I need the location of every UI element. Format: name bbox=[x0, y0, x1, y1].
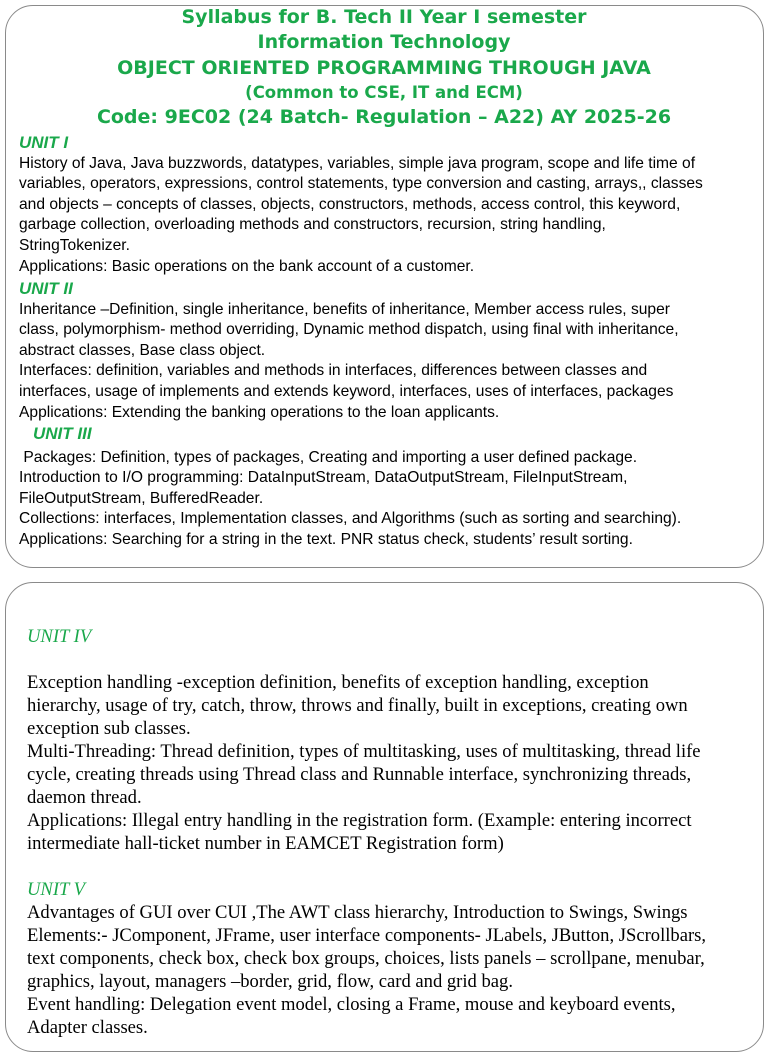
header-department: Information Technology bbox=[257, 31, 511, 53]
unit-1-heading: UNIT I bbox=[19, 133, 69, 152]
header-code-line: Code: 9EC02 (24 Batch- Regulation – A22) AY 2025-26 bbox=[96, 106, 672, 128]
unit-2-line: class, polymorphism- method overriding, Dynamic method dispatch, using final with inheritance, bbox=[19, 321, 679, 339]
unit-5-line: Elements:- JComponent, JFrame, user interface components- JLabels, JButton, JScrollbars, bbox=[27, 925, 707, 946]
unit-4-applications: Applications: Illegal entry handling in the registration form. (Example: entering incorrect bbox=[27, 810, 692, 831]
unit-4-section bbox=[27, 625, 762, 855]
unit-3-section bbox=[19, 424, 768, 551]
unit-5-line: Advantages of GUI over CUI ,The AWT class hierarchy, Introduction to Swings, Swings bbox=[27, 902, 688, 923]
unit-4-line: hierarchy, usage of try, catch, throw, throws and finally, built in exceptions, creating own bbox=[27, 695, 688, 716]
unit-4-line: daemon thread. bbox=[27, 787, 142, 808]
unit-5-line: graphics, layout, managers –border, grid, flow, card and grid bag. bbox=[27, 971, 513, 992]
unit-4-line: Multi-Threading: Thread definition, types of multitasking, uses of multitasking, thread life bbox=[27, 741, 701, 762]
unit-1-line: StringTokenizer. bbox=[19, 236, 130, 254]
unit-4-line: Exception handling -exception definition, benefits of exception handling, exception bbox=[27, 672, 649, 693]
unit-2-applications: Applications: Extending the banking operations to the loan applicants. bbox=[19, 403, 500, 421]
unit-3-applications: Applications: Searching for a string in the text. PNR status check, students’ result sorting. bbox=[19, 530, 633, 548]
unit-5-line: Adapter classes. bbox=[27, 1017, 148, 1038]
unit-1-line: History of Java, Java buzzwords, datatypes, variables, simple java program, scope and life time of bbox=[19, 154, 696, 172]
unit-1-line: variables, operators, expressions, control statements, type conversion and casting, arrays,, classes bbox=[19, 175, 703, 193]
unit-2-line: Inheritance –Definition, single inheritance, benefits of inheritance, Member access rules, super bbox=[19, 300, 670, 318]
unit-4-line: cycle, creating threads using Thread class and Runnable interface, synchronizing threads, bbox=[27, 764, 692, 785]
unit-4-applications-cont: intermediate hall-ticket number in EAMCET Registration form) bbox=[27, 833, 504, 854]
unit-4-line: exception sub classes. bbox=[27, 718, 191, 739]
unit-3-line: Collections: interfaces, Implementation classes, and Algorithms (such as sorting and searching). bbox=[19, 510, 682, 528]
unit-2-line: interfaces, usage of implements and extends keyword, interfaces, uses of interfaces, packages bbox=[19, 382, 674, 400]
unit-3-line: Packages: Definition, types of packages, Creating and importing a user defined package. bbox=[19, 448, 638, 466]
unit-5-line: Event handling: Delegation event model, closing a Frame, mouse and keyboard events, bbox=[27, 994, 676, 1015]
unit-2-heading: UNIT II bbox=[19, 279, 73, 298]
unit-2-section bbox=[19, 279, 768, 423]
unit-1-line: garbage collection, overloading methods and constructors, recursion, string handling, bbox=[19, 216, 606, 234]
unit-2-line: Interfaces: definition, variables and methods in interfaces, differences between classes and bbox=[19, 362, 648, 380]
unit-4-heading: UNIT IV bbox=[27, 626, 92, 647]
unit-3-line: Introduction to I/O programming: DataInputStream, DataOutputStream, FileInputStream, bbox=[19, 469, 628, 487]
unit-3-heading: UNIT III bbox=[33, 424, 92, 443]
unit-1-section bbox=[19, 133, 768, 277]
header-title-line: Syllabus for B. Tech II Year I semester bbox=[181, 6, 587, 28]
unit-4-spacer bbox=[27, 648, 762, 671]
unit-2-line: abstract classes, Base class object. bbox=[19, 341, 266, 359]
unit-5-heading: UNIT V bbox=[27, 879, 86, 900]
unit-1-line: and objects – concepts of classes, objects, constructors, methods, access control, this keyword, bbox=[19, 195, 681, 213]
unit-1-applications: Applications: Basic operations on the bank account of a customer. bbox=[19, 257, 475, 275]
header-course-name: OBJECT ORIENTED PROGRAMMING THROUGH JAVA bbox=[117, 57, 651, 79]
unit-3-line: FileOutputStream, BufferedReader. bbox=[19, 489, 264, 507]
unit-5-line: text components, check box, check box groups, choices, lists panels – scrollpane, menubar, bbox=[27, 948, 705, 969]
header-common-note: (Common to CSE, IT and ECM) bbox=[245, 83, 523, 102]
unit-5-section bbox=[27, 878, 762, 1039]
